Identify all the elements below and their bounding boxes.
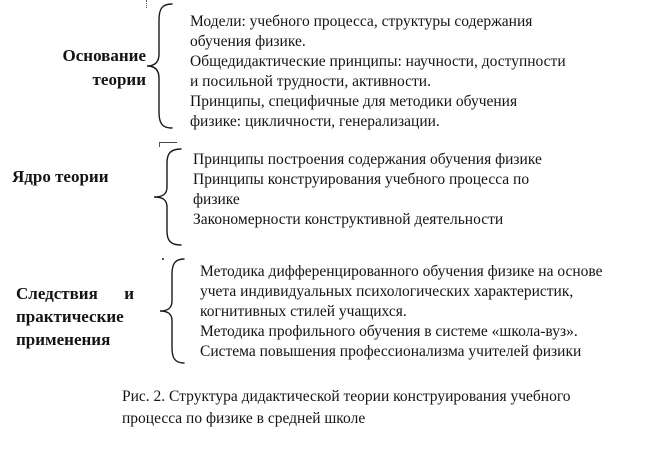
row-label-yadro-teorii [12, 165, 109, 189]
curly-brace-icon [142, 2, 176, 130]
label-line [16, 282, 134, 305]
text-line: Принципы построения содержания обучения физике [193, 151, 542, 168]
caption-line: Рис. 2. Структура дидактической теории конструирования учебного [122, 388, 571, 405]
text-line: Методика профильного обучения в системе «школа-вуз». [200, 323, 578, 340]
text-line: Система повышения профессионализма учителей физики [200, 343, 582, 360]
label-word: Следствия [16, 284, 98, 303]
label-word: и [124, 284, 134, 303]
label-line: практические [16, 307, 124, 326]
text-line: обучения физике. [190, 33, 306, 50]
text-block-sledstviya [200, 262, 603, 362]
text-line: физике: цикличности, генерализации. [190, 113, 440, 130]
text-line: Общедидактические принципы: научности, доступности [190, 53, 566, 70]
label-line: применения [16, 330, 111, 349]
text-line: Принципы конструирования учебного процесса по [193, 171, 530, 188]
text-line: Закономерности конструктивной деятельности [193, 211, 504, 228]
figure-caption [122, 386, 571, 430]
text-block-yadro [193, 150, 542, 230]
text-line: физике [193, 191, 240, 208]
scan-artifact [146, 0, 147, 8]
label-line: теории [92, 70, 146, 89]
text-line: Модели: учебного процесса, структуры содержания [190, 13, 533, 30]
curly-brace-icon [149, 147, 185, 247]
scan-artifact [159, 142, 177, 147]
label-line: Ядро теории [12, 167, 109, 186]
curly-brace-icon [156, 257, 186, 365]
row-label-sledstviya [16, 282, 134, 351]
text-line: и посильной трудности, активности. [190, 73, 431, 90]
text-line: когнитивных стилей учащихся. [200, 303, 407, 320]
text-block-osnovanie [190, 12, 566, 132]
row-label-osnovanie-teorii [40, 44, 146, 92]
caption-line: процесса по физике в средней школе [122, 410, 366, 427]
scan-artifact [162, 258, 164, 260]
text-line: Методика дифференцированного обучения физике на основе [200, 263, 603, 280]
text-line: учета индивидуальных психологических характеристик, [200, 283, 574, 300]
label-line: Основание [62, 46, 146, 65]
text-line: Принципы, специфичные для методики обучения [190, 93, 518, 110]
